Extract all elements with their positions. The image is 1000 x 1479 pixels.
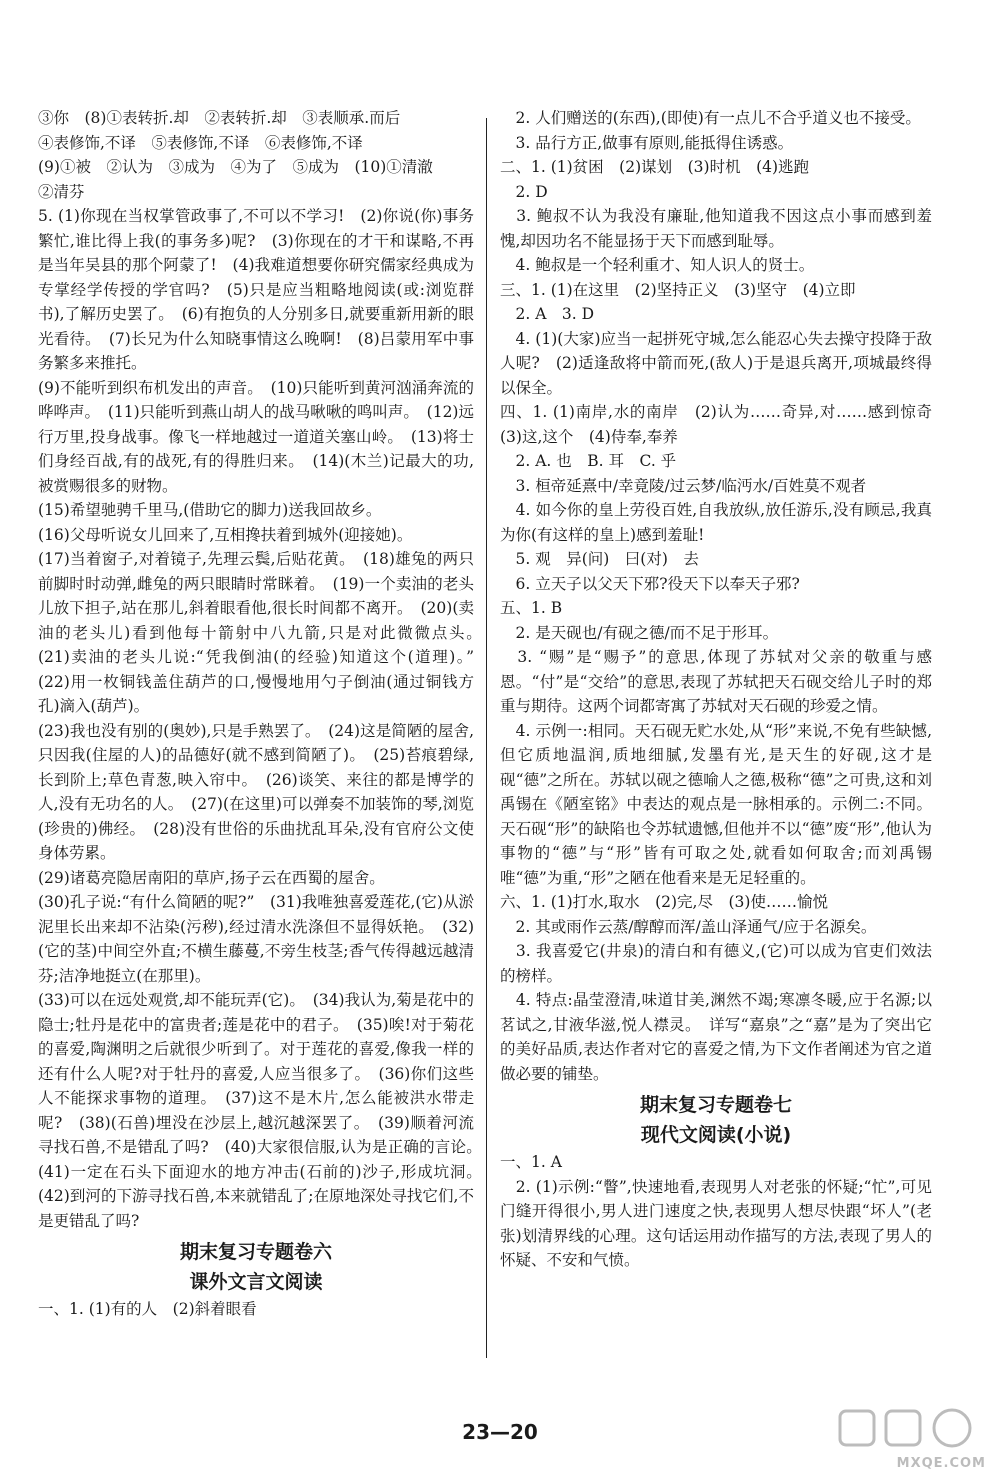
- watermark: [836, 1405, 986, 1471]
- page-number: 23—20: [462, 1420, 538, 1444]
- answer-paragraph: 4. 示例一:相同。天石砚无贮水处,从“形”来说,不免有些缺憾,但它质地温润,质地细腻,发墨有光,是天生的好砚,这才是砚“德”之所在。苏轼以砚之德喻人之德,极称“德”之可贵,这和刘禹锡在《陋室铭》中表达的观点是一脉相承的。示例二:不同。天石砚“形”的缺陷也令苏轼遗憾,但他并不以“德”废“形”,他认为事物的“德”与“形”皆有可取之处,就看如何取舍;而刘禹锡唯“德”为重,“形”之陋在他看来是无足轻重的。: [500, 721, 932, 887]
- answer-line: ④表修饰,不译 ⑤表修饰,不译 ⑥表修饰,不译: [38, 133, 363, 152]
- answer-paragraph: (23)我也没有别的(奥妙),只是手熟罢了。 (24)这是简陋的屋舍,只因我(住屋的人)的品德好(就不感到简陋了)。 (25)苔痕碧绿,长到阶上;草色青葱,映入帘中。 (26)谈笑、来往的都是博学的人,没有无功名的人。 (27)(在这里)可以弹奏不加装饰的琴,浏览(珍贵的)佛经。 (28)没有世俗的乐曲扰乱耳朵,没有官府公文使身体劳累。: [38, 721, 474, 862]
- answer-line: 3. 桓帝延熹中/幸竟陵/过云梦/临沔水/百姓莫不观者: [500, 476, 867, 495]
- answer-paragraph: (29)诸葛亮隐居南阳的草庐,扬子云在西蜀的屋舍。: [38, 868, 385, 887]
- section-six-subtitle: 课外文言文阅读: [189, 1271, 323, 1293]
- answer-line: ③你 (8)①表转折.却 ②表转折.却 ③表顺承.而后: [38, 109, 401, 127]
- section-six-title: 期末复习专题卷六: [179, 1241, 332, 1263]
- answer-line: 二、1. (1)贫困 (2)谋划 (3)时机 (4)逃跑: [500, 158, 810, 176]
- watermark-url: MXQE.COM: [896, 1456, 986, 1471]
- answer-line: 2. D: [500, 182, 548, 201]
- right-column: [500, 106, 948, 1273]
- answer-line: 2. A 3. D: [500, 305, 595, 323]
- answer-line: 一、1. (1)有的人 (2)斜着眼看: [38, 1300, 257, 1318]
- answer-paragraph: (30)孔子说:“有什么简陋的呢?” (31)我唯独喜爱莲花,(它)从淤泥里长出来却不沾染(污秽),经过清水洗涤但不显得妖艳。 (32)(它的茎)中间空外直;不横生藤蔓,不旁生枝茎;香气传得越远越清芬;洁净地挺立(在那里)。: [38, 893, 474, 985]
- answer-paragraph: 四、1. (1)南岸,水的南岸 (2)认为……奇异,对……感到惊奇 (3)这,这个 (4)侍奉,奉养: [500, 403, 948, 446]
- answer-paragraph: (16)父母听说女儿回来了,互相搀扶着到城外(迎接她)。: [38, 525, 413, 544]
- answer-paragraph: (9)不能听到织布机发出的声音。 (10)只能听到黄河汹涌奔流的哗哗声。 (11)只能听到燕山胡人的战马啾啾的鸣叫声。 (12)远行万里,投身战事。像飞一样地越过一道道关塞山岭。 (13)将士们身经百战,有的战死,有的得胜归来。 (14)(木兰)记最大的功,被赏赐很多的财物。: [38, 378, 474, 495]
- answer-paragraph: 4. (1)(大家)应当一起拼死守城,怎么能忍心失去操守投降于敌人呢? (2)适逢敌将中箭而死,(敌人)于是退兵离开,项城最终得以保全。: [500, 329, 932, 397]
- answer-paragraph: 3. 鲍叔不认为我没有廉耻,他知道我不因这点小事而感到羞愧,却因功名不能显扬于天下而感到耻辱。: [500, 207, 932, 250]
- answer-line: 六、1. (1)打水,取水 (2)完,尽 (3)使……愉悦: [500, 893, 828, 911]
- answer-line: 5. 观 异(问) 曰(对) 去: [500, 550, 699, 568]
- answer-paragraph: 3. “赐”是“赐予”的意思,体现了苏轼对父亲的敬重与感恩。“付”是“交给”的意思,表现了苏轼把天石砚交给儿子时的郑重与期待。这两个词都寄寓了苏轼对天石砚的珍爱之情。: [500, 648, 932, 715]
- answer-line: 3. 品行方正,做事有原则,能抵得住诱惑。: [500, 133, 794, 152]
- section-seven-title: 期末复习专题卷七: [639, 1094, 792, 1116]
- answer-paragraph: 5. (1)你现在当权掌管政事了,不可以不学习! (2)你说(你)事务繁忙,谁比得上我(的事务多)呢? (3)你现在的才干和谋略,不再是当年吴县的那个阿蒙了! (4)我难道想要你研究儒家经典成为专掌经学传授的学官吗? (5)只是应当粗略地阅读(或:浏览群书),了解历史罢了。 (6)有抱负的人分别多日,就要重新用新的眼光看待。 (7)长兄为什么知晓事情这么晚啊! (8)吕蒙用军中事务繁多来推托。: [38, 207, 474, 372]
- section-seven-subtitle: 现代文阅读(小说): [640, 1124, 792, 1146]
- answer-paragraph: 2. 人们赠送的(东西),(即使)有一点儿不合乎道义也不接受。: [500, 109, 921, 127]
- answer-line: 五、1. B: [500, 599, 563, 617]
- answer-line: ②清芬: [38, 182, 85, 201]
- answer-line: 4. 鲍叔是一个轻利重才、知人识人的贤士。: [500, 256, 815, 274]
- answer-line: 2. 是天砚也/有砚之德/而不足于形耳。: [500, 623, 779, 642]
- answer-line: (9)①被 ②认为 ③成为 ④为了 ⑤成为 (10)①清澈: [38, 158, 433, 176]
- column-divider: [486, 118, 487, 1358]
- answer-paragraph: (33)可以在远处观赏,却不能玩弄(它)。 (34)我认为,菊是花中的隐士;牡丹是花中的富贵者;莲是花中的君子。 (35)唉!对于菊花的喜爱,陶渊明之后就很少听到了。对于莲花的喜爱,像我一样的还有什么人呢?对于牡丹的喜爱,人应当很多了。 (36)你们这些人不能探求事物的道理。 (37)这不是木片,怎么能被洪水带走呢? (38)(石兽)埋没在沙层上,越沉越深罢了。 (39)顺着河流寻找石兽,不是错乱了吗? (40)大家很信服,认为是正确的言论。 (41)一定在石头下面迎水的地方冲击(石前的)沙子,形成坑洞。 (42)到河的下游寻找石兽,本来就错乱了;在原地深处寻找它们,不是更错乱了吗?: [38, 991, 490, 1230]
- answer-paragraph: 3. 我喜爱它(井泉)的清白和有德义,(它)可以成为官吏们效法的榜样。: [500, 942, 932, 985]
- answer-line: 一、1. A: [500, 1153, 562, 1171]
- answer-paragraph: (15)希望驰骋千里马,(借助它的脚力)送我回故乡。: [38, 501, 382, 519]
- answer-line: 三、1. (1)在这里 (2)坚持正义 (3)坚守 (4)立即: [500, 280, 856, 299]
- watermark-logo-icon: [836, 1405, 986, 1453]
- answer-line: 6. 立天子以父天下邪?役天下以奉天子邪?: [500, 574, 800, 593]
- answer-paragraph: 4. 如今你的皇上劳役百姓,自我放纵,放任游乐,没有顾忌,我真为你(有这样的皇上)感到羞耻!: [500, 501, 932, 544]
- answer-paragraph: 2. (1)示例:“瞥”,快速地看,表现男人对老张的怀疑;“忙”,可见门缝开得很小,男人进门速度之快,表现男人想尽快跟“坏人”(老张)划清界线的心理。这句话运用动作描写的方法,表现了男人的怀疑、不安和气愤。: [500, 1177, 932, 1269]
- answer-paragraph: (17)当着窗子,对着镜子,先理云鬓,后贴花黄。 (18)雄兔的两只前脚时时动弹,雌兔的两只眼睛时常眯着。 (19)一个卖油的老头儿放下担子,站在那儿,斜着眼看他,很长时间都不离开。 (20)(卖油的老头儿)看到他每十箭射中八九箭,只是对此微微点头。 (21)卖油的老头儿说:“凭我倒油(的经验)知道这个(道理)。” (22)用一枚铜钱盖住葫芦的口,慢慢地用勺子倒油(通过铜钱方孔)滴入(葫芦)。: [38, 550, 490, 715]
- answer-paragraph: 4. 特点:晶莹澄清,味道甘美,渊然不竭;寒凛冬暖,应于名源;以茗试之,甘液华滋,悦人襟灵。 详写“嘉泉”之“嘉”是为了突出它的美好品质,表达作者对它的喜爱之情,为下文作者阐述为官之道做必要的铺垫。: [500, 991, 932, 1083]
- answer-line: 2. 其或雨作云蒸/醇醇而浑/盖山泽通气/应于名源矣。: [500, 917, 877, 936]
- left-column: [38, 106, 490, 1322]
- answer-line: 2. A. 也 B. 耳 C. 乎: [500, 452, 677, 470]
